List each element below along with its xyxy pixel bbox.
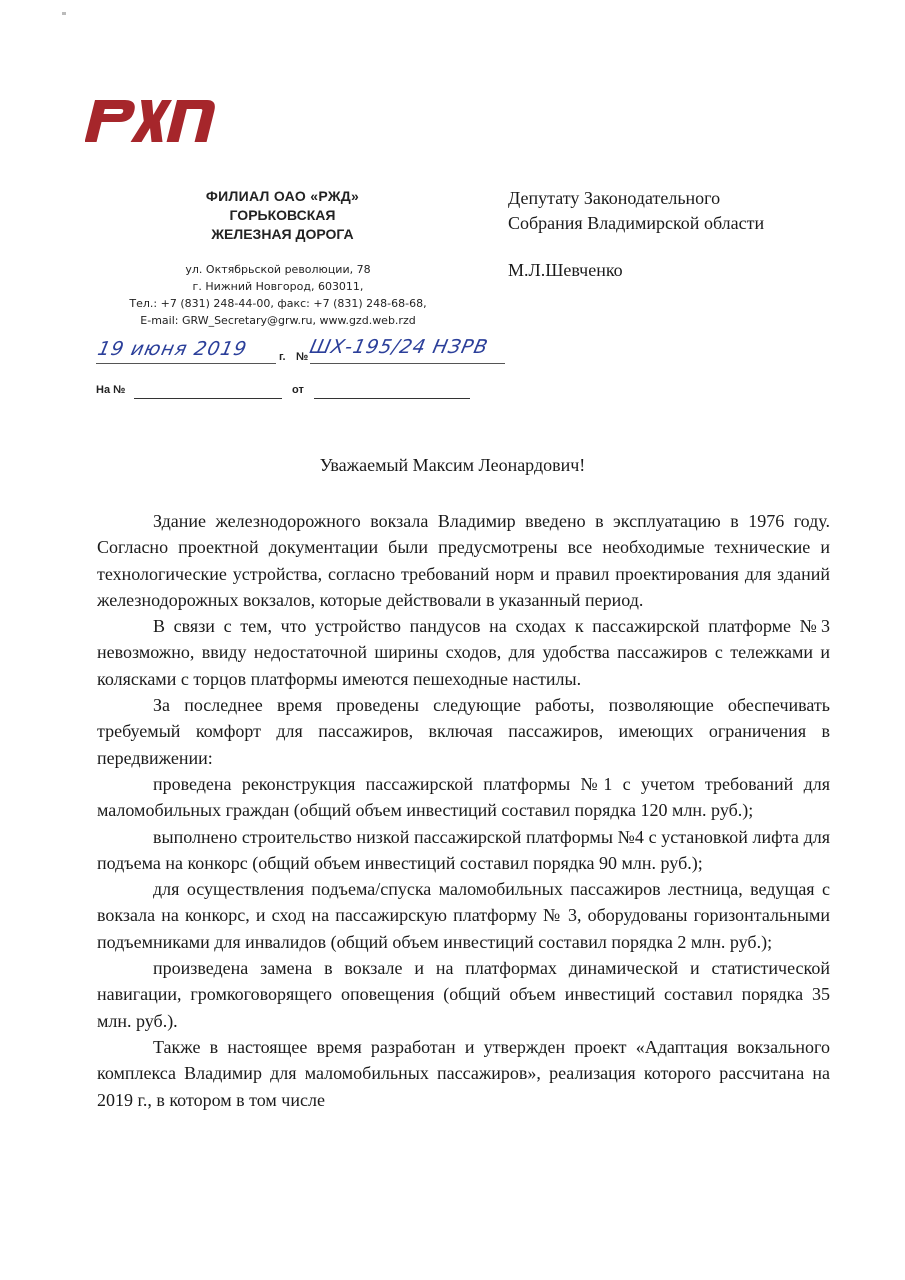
number-underline	[310, 363, 505, 364]
address-email: E-mail: GRW_Secretary@grw.ru, www.gzd.web.rzd	[140, 314, 416, 327]
handwritten-number: ШХ-195/24 НЗРВ	[307, 336, 491, 358]
date-underline	[96, 363, 276, 364]
handwritten-date: 19 июня 2019	[95, 338, 250, 360]
list-item: для осуществления подъема/спуска маломобильных пассажиров лестница, ведущая с вокзала на конкорс, и сход на пассажирскую платформу № 3, оборудованы горизонтальными подъемниками для инвалидов (общий объем инвестиций составил порядка 2 млн. руб.);	[97, 879, 830, 952]
recipient-line2: Собрания Владимирской области	[508, 213, 765, 233]
paragraph: Здание железнодорожного вокзала Владимир введено в эксплуатацию в 1976 году. Согласно проектной документации были предусмотрены все необходимые технические и технологические устройства, согласно требований норм и правил проектирования для зданий железнодорожных вокзалов, которые действовали в указанный период.	[97, 511, 830, 610]
list-item: выполнено строительство низкой пассажирской платформы №4 с установкой лифта для подъема на конкорс (общий объем инвестиций составил порядка 90 млн. руб.);	[97, 826, 830, 873]
ref-from-blank	[314, 398, 470, 399]
scan-speck	[62, 12, 66, 15]
list-item: проведена реконструкция пассажирской платформы №1 с учетом требований для маломобильных граждан (общий объем инвестиций составил порядка 120 млн. руб.);	[97, 773, 830, 821]
letter-body	[97, 508, 830, 1113]
org-line-railway: ЖЕЛЕЗНАЯ ДОРОГА	[211, 226, 354, 242]
paragraph: Также в настоящее время разработан и утвержден проект «Адаптация вокзального комплекса Владимир для маломобильных пассажиров», реализация которого рассчитана на 2019 г., в котором в том числе	[97, 1036, 830, 1110]
address-city: г. Нижний Новгород, 603011,	[192, 280, 364, 293]
number-label: №	[296, 351, 309, 363]
recipient-line1: Депутату Законодательного	[508, 188, 721, 208]
organization-name	[160, 187, 405, 244]
year-suffix: г.	[279, 351, 286, 363]
paragraph: В связи с тем, что устройство пандусов на сходах к пассажирской платформе №3 невозможно, ввиду недостаточной ширины сходов, для удобства пассажиров с тележками и колясками с торцов платформы имеются пешеходные настилы.	[97, 616, 830, 689]
recipient-name: М.Л.Шевченко	[508, 260, 623, 280]
address-block	[98, 261, 458, 329]
org-line-region: ГОРЬКОВСКАЯ	[229, 207, 336, 223]
ref-from-label: от	[292, 384, 304, 396]
rzd-logo-icon	[85, 84, 219, 144]
paragraph: За последнее время проведены следующие работы, позволяющие обеспечивать требуемый комфорт для пассажиров, включая пассажиров, имеющих ограничения в передвижении:	[97, 695, 830, 768]
address-phone: Тел.: +7 (831) 248-44-00, факс: +7 (831) 248-68-68,	[129, 297, 427, 310]
recipient-block	[508, 186, 764, 283]
salutation: Уважаемый Максим Леонардович!	[319, 455, 586, 475]
ref-number-label: На №	[96, 384, 126, 396]
address-street: ул. Октябрьской революции, 78	[185, 263, 371, 276]
list-item: произведена замена в вокзале и на платформах динамической и статистической навигации, громкоговорящего оповещения (общий объем инвестиций составил порядка 35 млн. руб.).	[97, 958, 830, 1031]
org-line-branch: ФИЛИАЛ ОАО «РЖД»	[205, 188, 360, 204]
ref-number-blank	[134, 398, 282, 399]
outgoing-registration	[96, 338, 516, 370]
